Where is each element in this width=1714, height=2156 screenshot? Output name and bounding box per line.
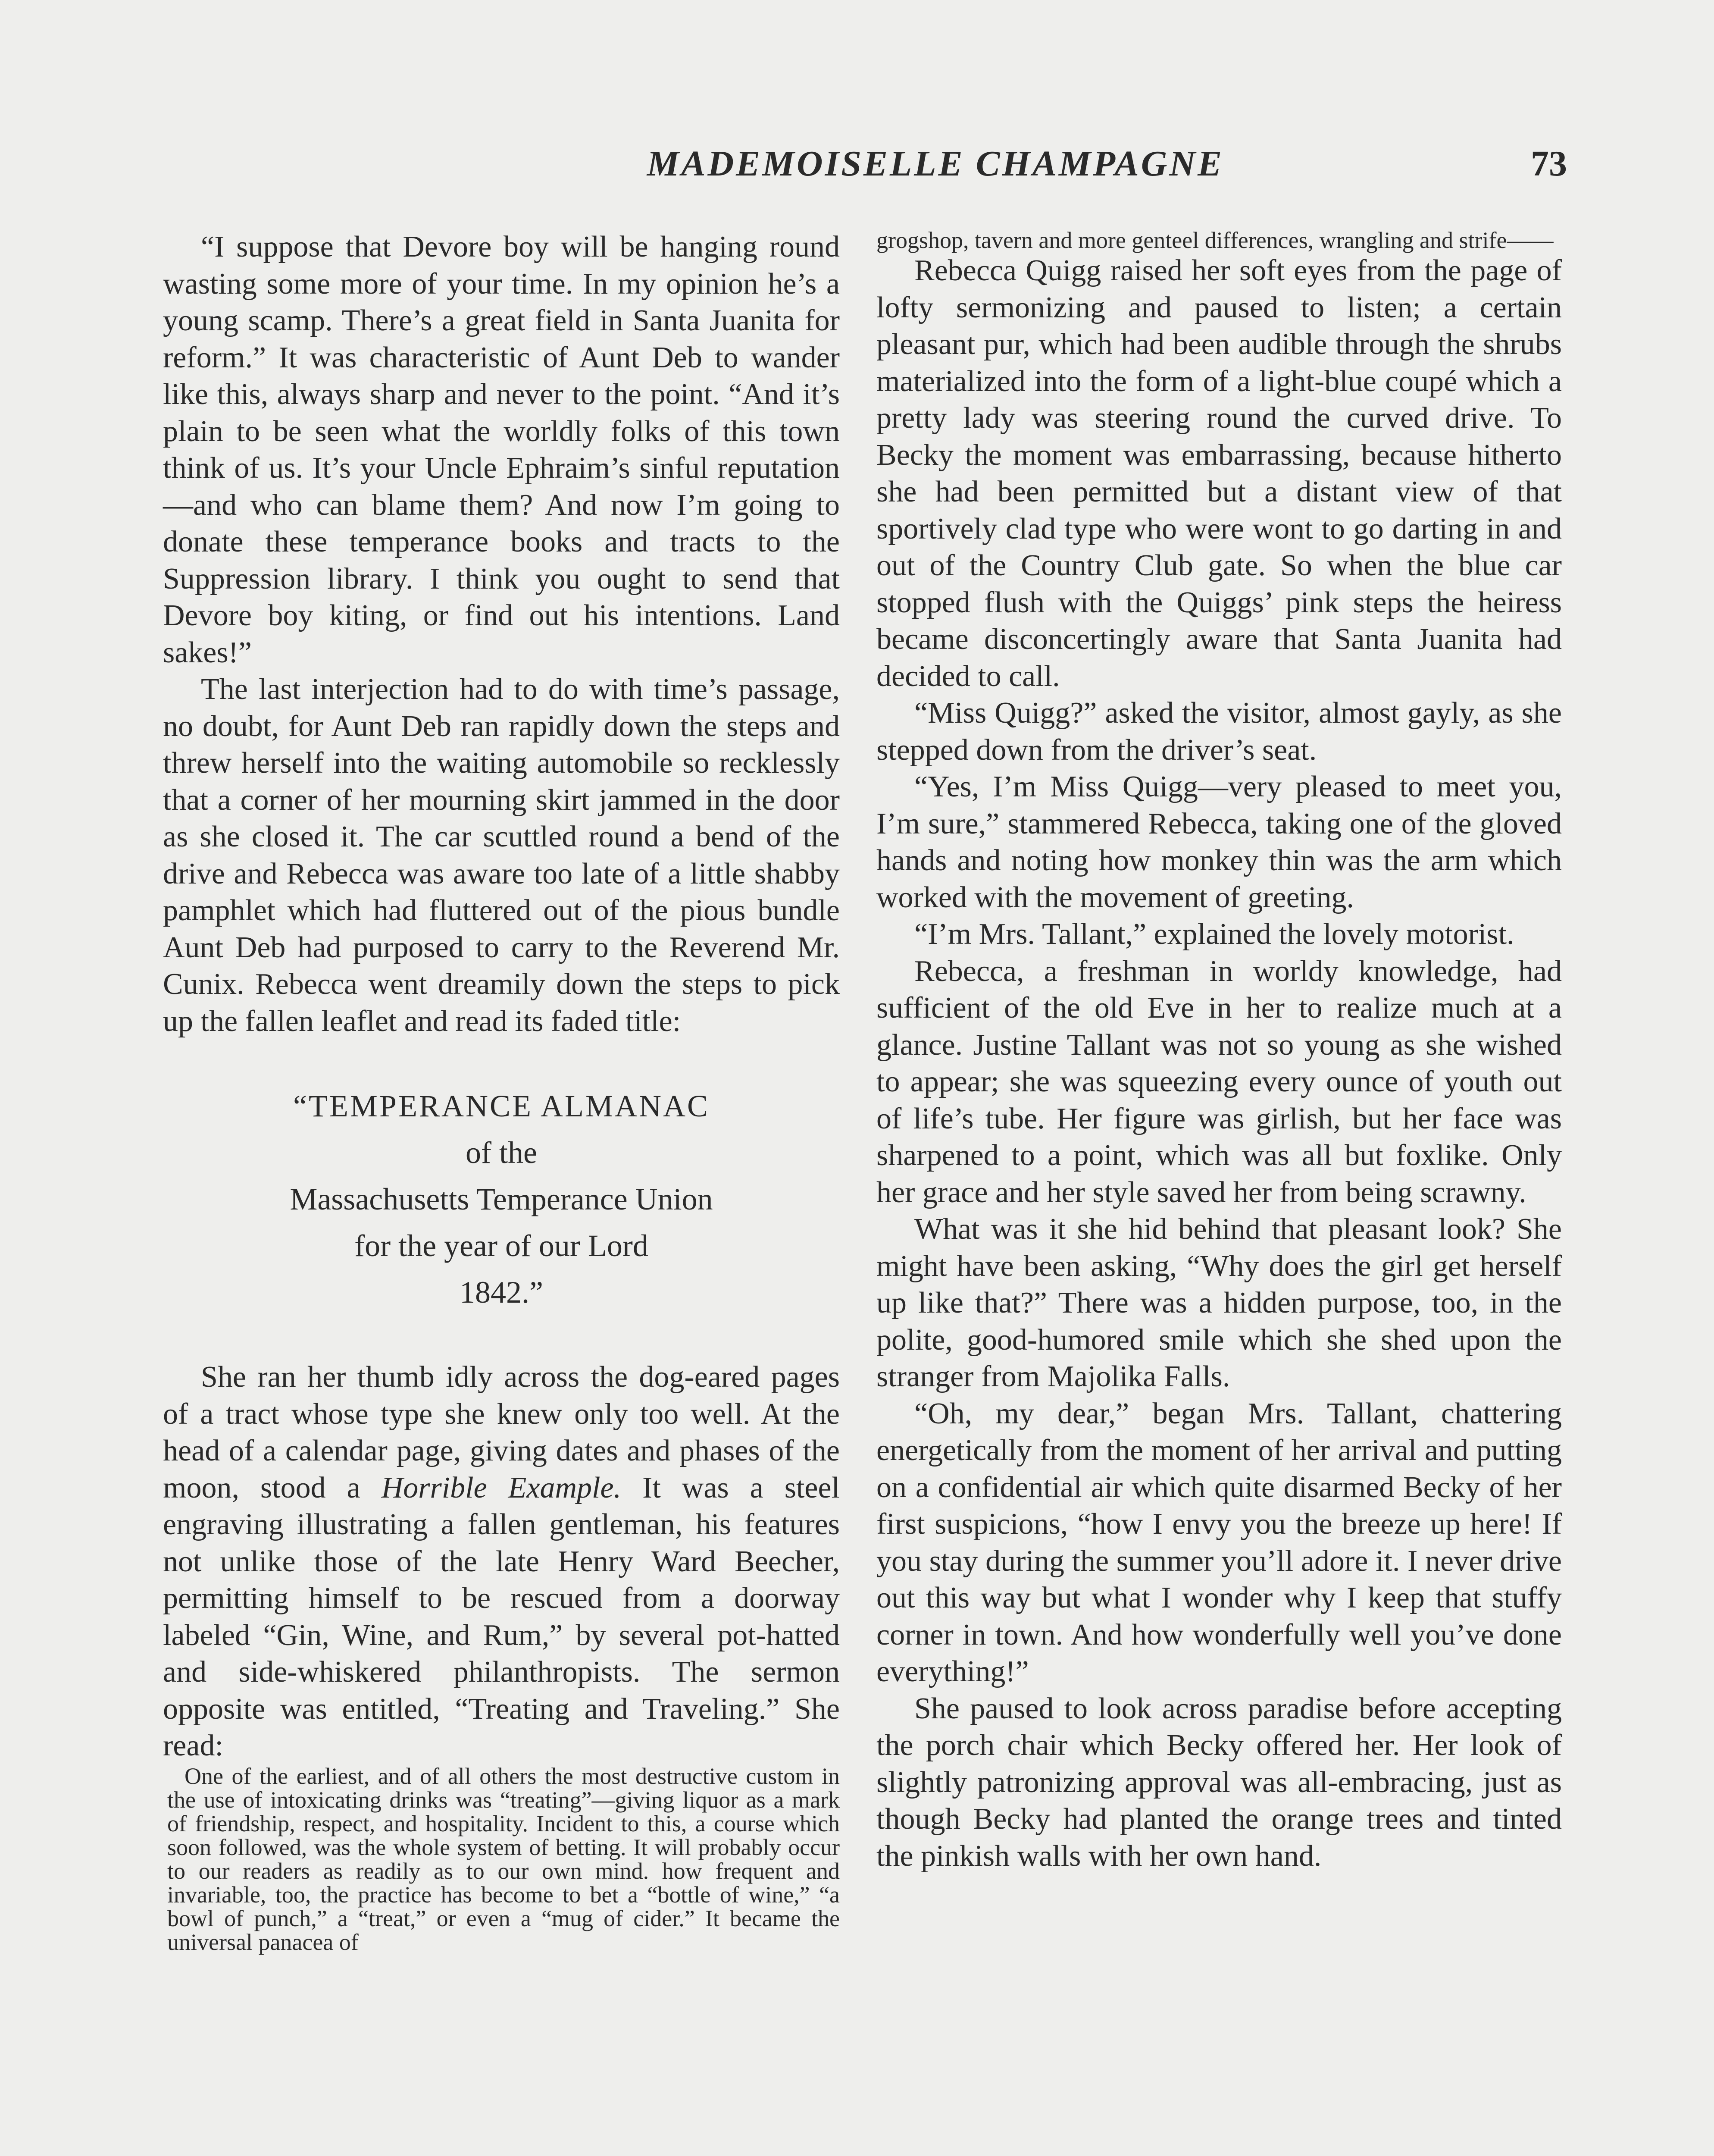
almanac-line: for the year of our Lord: [354, 1228, 648, 1263]
paragraph: Rebecca, a freshman in worldy knowledge, had sufficient of the old Eve in her to realize much at a glance. Justine Tallant was not so young as she wished to appear; she was squeezing every ounce of youth out of life’s tube. Her figure was girlish, but her face was sharpened to a point, which was all but foxlike. Only her grace and her style saved her from being scrawny.: [876, 954, 1562, 1209]
quoted-extract-continued: grogshop, tavern and more genteel differences, wrangling and strife——: [876, 227, 1554, 253]
quoted-extract: One of the earliest, and of all others the most destructive custom in the use of intoxicating drinks was “treating”—giving liquor as a mark of friendship, respect, and hospitality. Incident to this, a course which soon followed, was the whole system of betting. It will probably occur to our readers as readily as to our own mind. how frequent and invariable, too, the practice has become to bet a “bottle of wine,” “a bowl of punch,” a “treat,” or even a “mug of cider.” It became the universal panacea of: [167, 1763, 840, 1955]
almanac-line: Massachusetts Temperance Union: [290, 1182, 713, 1216]
paragraph: The last interjection had to do with time’s passage, no doubt, for Aunt Deb ran rapidly down the steps and threw herself into the waiting automobile so recklessly that a corner of her mourning skirt jammed in the door as she closed it. The car scuttled round a bend of the drive and Rebecca was aware too late of a little shabby pamphlet which had fluttered out of the pious bundle Aunt Deb had purposed to carry to the Reverend Mr. Cunix. Rebecca went dreamily down the steps to pick up the fallen leaflet and read its faded title:: [163, 673, 840, 1038]
italic-phrase: Horrible Example.: [381, 1471, 622, 1504]
paragraph: “Miss Quigg?” asked the visitor, almost gayly, as she stepped down from the driver’s seat.: [876, 696, 1562, 767]
paragraph: “Yes, I’m Miss Quigg—very pleased to meet you, I’m sure,” stammered Rebecca, taking one of the gloved hands and noting how monkey thin was the arm which worked with the movement of greeting.: [876, 770, 1562, 914]
paragraph: Rebecca Quigg raised her soft eyes from the page of lofty sermonizing and paused to listen; a certain pleasant pur, which had been audible through the shrubs materialized into the form of a light-blue coupé which a pretty lady was steering round the curved drive. To Becky the moment was embarrassing, because hitherto she had been permitted but a distant view of that sportively clad type who were wont to go darting in and out of the Country Club gate. So when the blue car stopped flush with the Quiggs’ pink steps the heiress became disconcertingly aware that Santa Juanita had decided to call.: [876, 254, 1562, 693]
almanac-line: of the: [466, 1135, 537, 1170]
paragraph-text: She ran her thumb idly across the dog-eared pages of a tract whose type she knew only too well. At the head of a calendar page, giving dates and phases of the moon, stood a: [163, 1360, 840, 1504]
page-number: 73: [1531, 144, 1567, 184]
right-column: [876, 229, 1562, 1874]
paragraph: “I suppose that Devore boy will be hanging round wasting some more of your time. In my opinion he’s a young scamp. There’s a great field in Santa Juanita for reform.” It was characteristic of Aunt Deb to wander like this, always sharp and never to the point. “And it’s plain to be seen what the worldly folks of this town think of us. It’s your Uncle Ephraim’s sinful reputation—and who can blame them? And now I’m going to donate these temperance books and tracts to the Suppression library. I think you ought to send that Devore boy kiting, or find out his intentions. Land sakes!”: [163, 230, 840, 669]
running-title: MADEMOISELLE CHAMPAGNE: [647, 144, 1224, 184]
paragraph: She paused to look across paradise before accepting the porch chair which Becky offered her. Her look of slightly patronizing approval was all-embracing, just as though Becky had planted the orange trees and tinted the pinkish walls with her own hand.: [876, 1692, 1562, 1873]
page-header: [162, 142, 1567, 194]
paragraph: What was it she hid behind that pleasant look? She might have been asking, “Why does the girl get herself up like that?” There was a hidden purpose, too, in the polite, good-humored smile which she shed upon the stranger from Majolika Falls.: [876, 1213, 1562, 1393]
almanac-title-block: [163, 1083, 840, 1316]
almanac-year: 1842.”: [460, 1275, 543, 1310]
left-column: [163, 229, 840, 1954]
paragraph: [163, 1359, 840, 1764]
paragraph: “I’m Mrs. Tallant,” explained the lovely motorist.: [914, 918, 1514, 951]
paragraph: “Oh, my dear,” began Mrs. Tallant, chattering energetically from the moment of her arrival and putting on a confidential air which quite disarmed Becky of her first suspicions, “how I envy you the breeze up here! If you stay during the summer you’ll adore it. I never drive out this way but what I wonder why I keep that stuffy corner in town. And how wonderfully well you’ve done everything!”: [876, 1397, 1562, 1688]
almanac-title: “TEMPERANCE ALMANAC: [293, 1089, 710, 1123]
paragraph-text: It was a steel engraving illustrating a fallen gentleman, his features not unlike those of the late Henry Ward Beecher, permitting himself to be rescued from a doorway labeled “Gin, Wine, and Rum,” by several pot-hatted and side-whiskered philanthropists. The sermon opposite was entitled, “Treating and Traveling.” She read:: [163, 1471, 840, 1762]
